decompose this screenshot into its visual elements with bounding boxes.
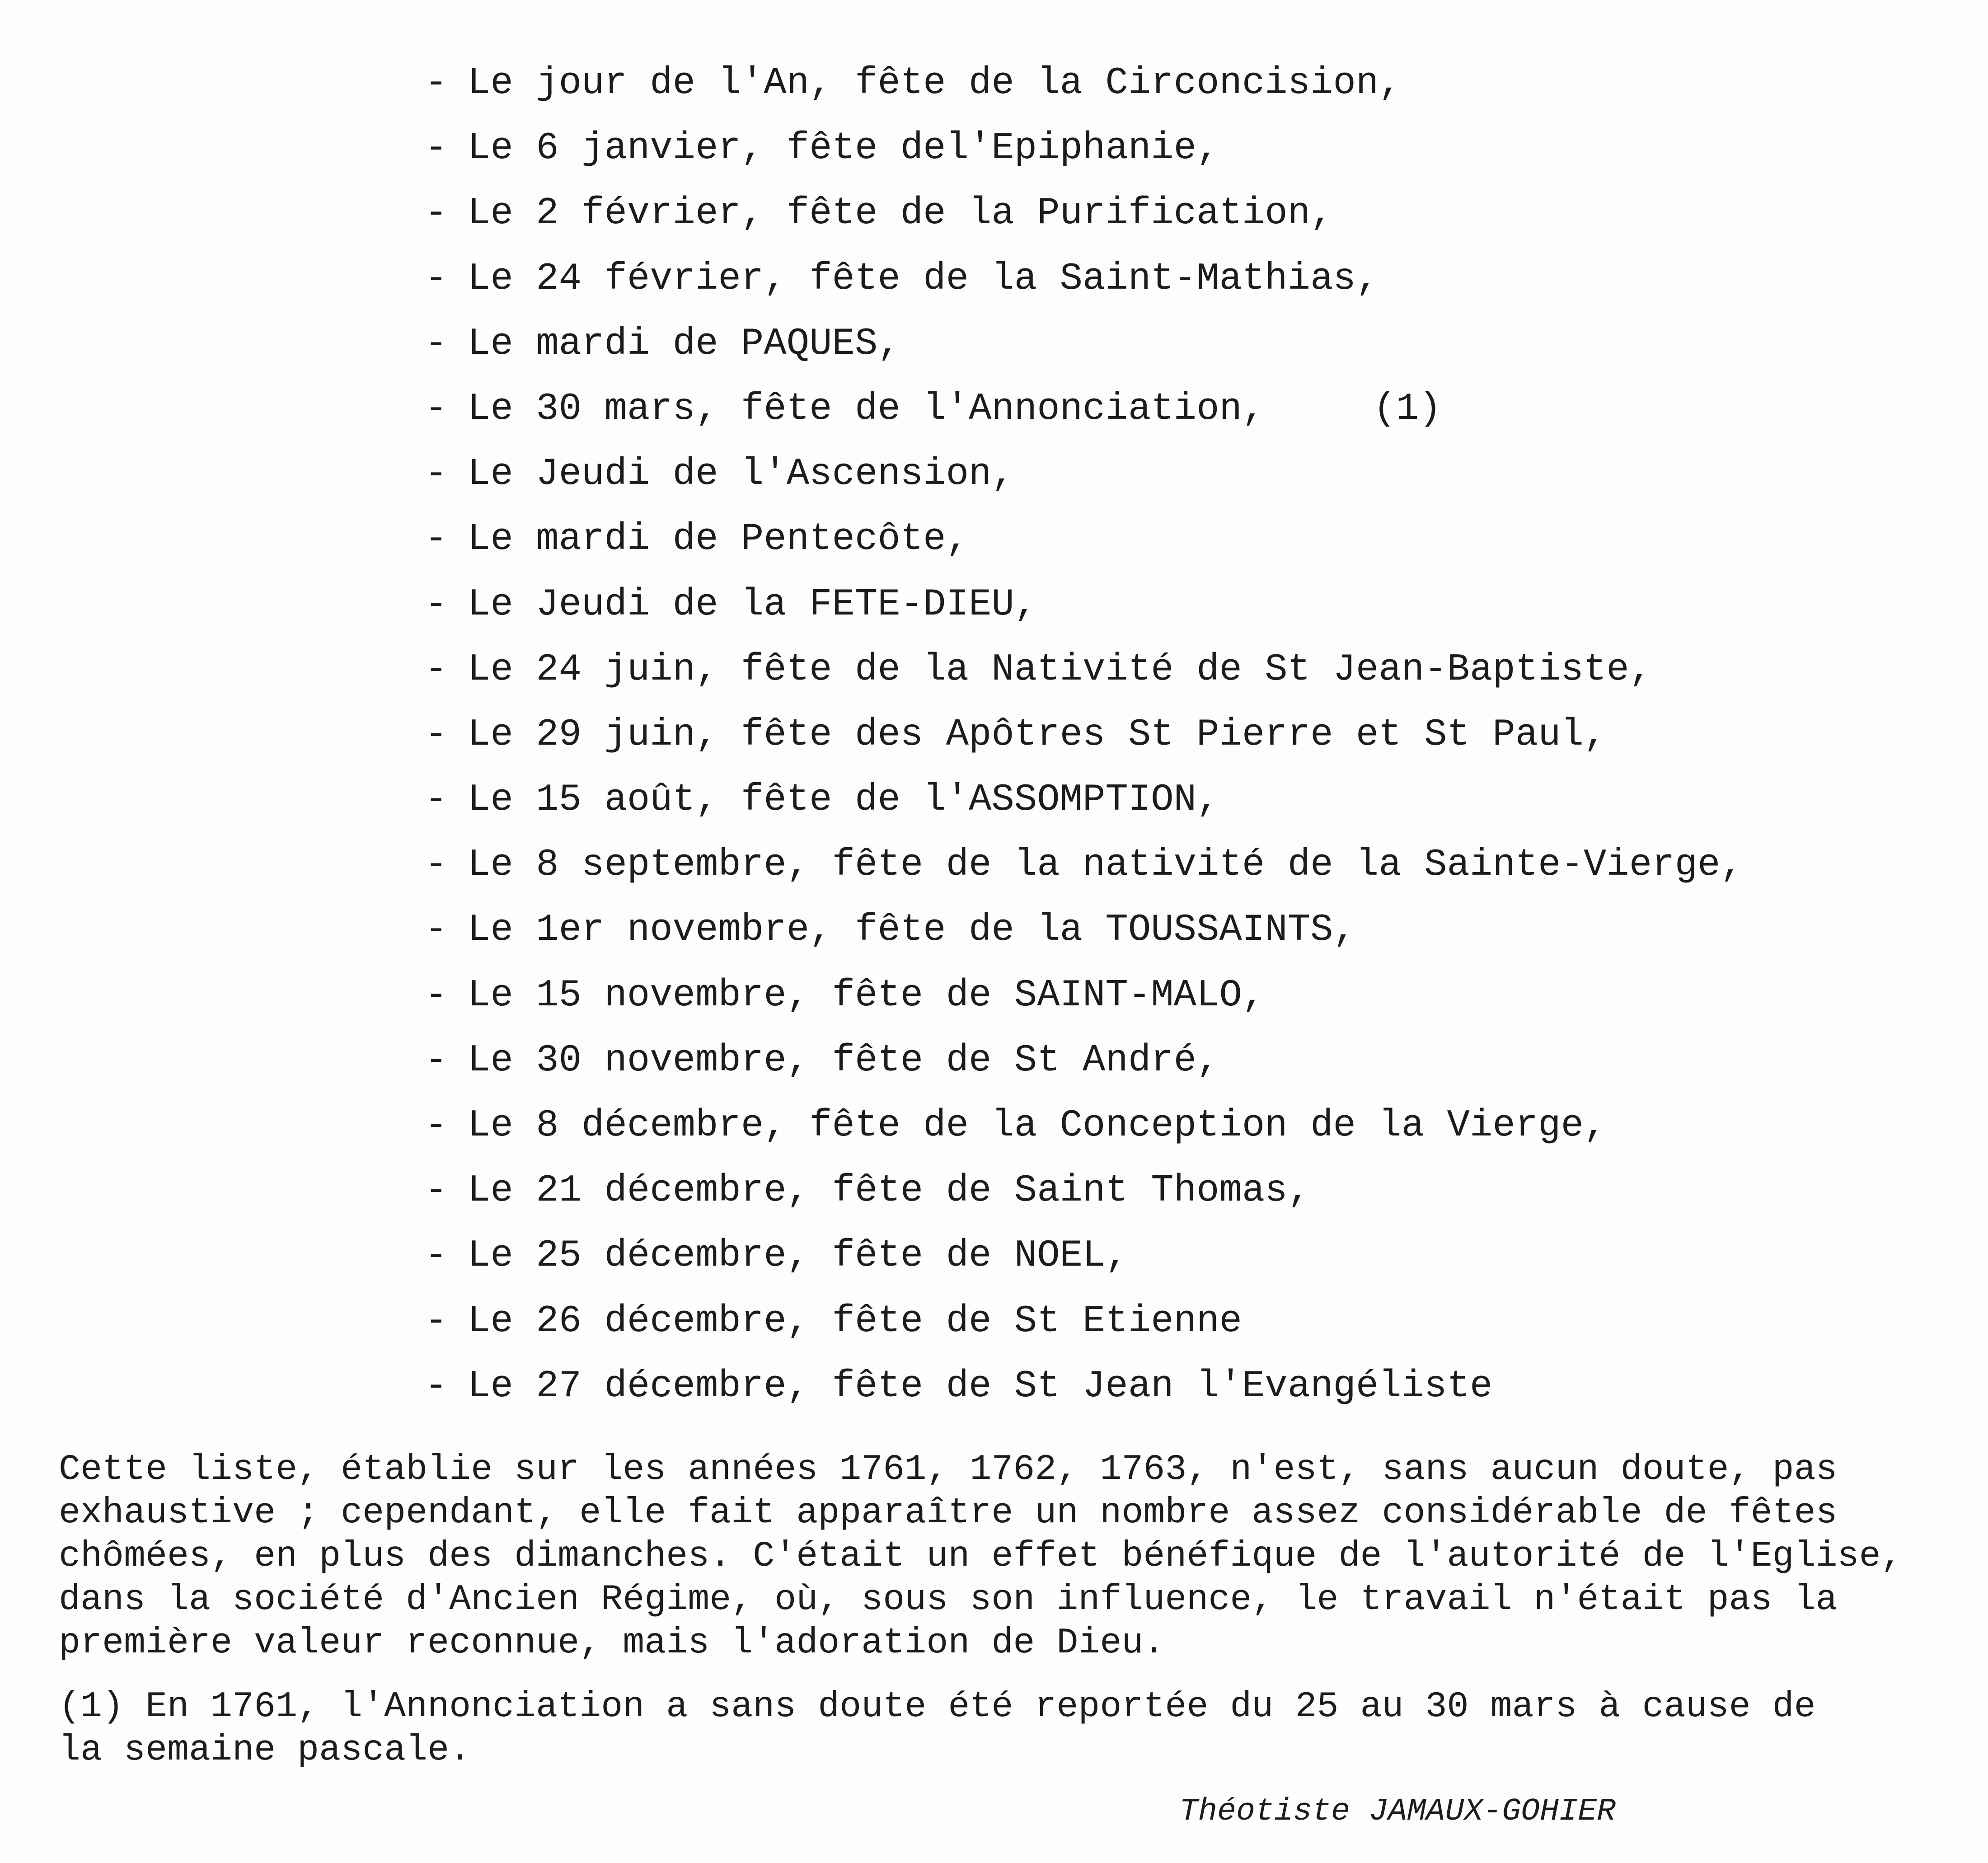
- feast-item-17: [425, 1101, 1743, 1166]
- feast-text: Le 29 juin, fête des Apôtres St Pierre et St Paul,: [468, 713, 1607, 756]
- author-signature: Théotiste JAMAUX-GOHIER: [1179, 1794, 1616, 1830]
- feast-item-13: [425, 840, 1743, 906]
- feast-text: Le 1er novembre, fête de la TOUSSAINTS,: [468, 909, 1356, 952]
- feast-item-16: [425, 1036, 1743, 1101]
- feast-item-9: [425, 580, 1743, 645]
- feast-text: Le 26 décembre, fête de St Etienne: [468, 1300, 1242, 1343]
- feast-item-10: [425, 645, 1743, 710]
- feast-text: Le 25 décembre, fête de NOEL,: [468, 1234, 1128, 1278]
- feast-list: [425, 59, 1743, 1427]
- list-dash: -: [425, 62, 448, 105]
- feast-text: Le 30 novembre, fête de St André,: [468, 1039, 1219, 1082]
- list-dash: -: [425, 257, 448, 300]
- feast-item-21: [425, 1362, 1743, 1427]
- feast-item-14: [425, 906, 1743, 971]
- feast-text: Le Jeudi de la FETE-DIEU,: [468, 583, 1037, 626]
- list-dash: -: [425, 322, 448, 366]
- feast-item-8: [425, 515, 1743, 580]
- feast-text: Le mardi de Pentecôte,: [468, 518, 969, 561]
- list-dash: -: [425, 1104, 448, 1147]
- feast-text: Le 24 juin, fête de la Nativité de St Jean-Baptiste,: [468, 648, 1652, 691]
- list-dash: -: [425, 1234, 448, 1278]
- feast-item-19: [425, 1231, 1743, 1296]
- list-dash: -: [425, 909, 448, 952]
- feast-text: Le 15 novembre, fête de SAINT-MALO,: [468, 974, 1265, 1017]
- feast-text: Le 2 février, fête de la Purification,: [468, 192, 1333, 235]
- feast-item-6: [425, 385, 1743, 450]
- feast-text: Le 6 janvier, fête del'Epiphanie,: [468, 127, 1219, 170]
- list-dash: -: [425, 127, 448, 170]
- feast-item-20: [425, 1297, 1743, 1362]
- feast-item-12: [425, 775, 1743, 840]
- list-dash: -: [425, 583, 448, 626]
- feast-text: Le mardi de PAQUES,: [468, 322, 900, 366]
- feast-text: Le 27 décembre, fête de St Jean l'Evangéliste: [468, 1365, 1493, 1408]
- feast-text: Le 21 décembre, fête de Saint Thomas,: [468, 1169, 1311, 1213]
- feast-item-7: [425, 450, 1743, 515]
- list-dash: -: [425, 844, 448, 887]
- feast-text: Le 8 septembre, fête de la nativité de la Sainte-Vierge,: [468, 844, 1743, 887]
- summary-paragraph: Cette liste, établie sur les années 1761, 1762, 1763, n'est, sans aucun doute, pas exhaustive ; cependant, elle fait apparaître un nombre assez considérable de fêtes chômées, en plus des dimanches. C'était un effet bénéfique de l'autorité de l'Eglise, dans la société d'Ancien Régime, où, sous son influence, le travail n'était pas la première valeur reconnue, mais l'adoration de Dieu.: [59, 1449, 1903, 1664]
- list-dash: -: [425, 779, 448, 822]
- feast-text: Le 24 février, fête de la Saint-Mathias,: [468, 257, 1379, 300]
- list-dash: -: [425, 387, 448, 431]
- list-dash: -: [425, 518, 448, 561]
- list-dash: -: [425, 453, 448, 496]
- feast-text: Le Jeudi de l'Ascension,: [468, 453, 1014, 496]
- list-dash: -: [425, 192, 448, 235]
- footnote: (1) En 1761, l'Annonciation a sans doute été reportée du 25 au 30 mars à cause de la semaine pascale.: [59, 1686, 1816, 1771]
- feast-item-5: [425, 319, 1743, 385]
- feast-item-15: [425, 971, 1743, 1036]
- list-dash: -: [425, 1039, 448, 1082]
- list-dash: -: [425, 713, 448, 756]
- feast-item-11: [425, 710, 1743, 775]
- feast-item-18: [425, 1166, 1743, 1231]
- list-dash: -: [425, 1169, 448, 1213]
- feast-item-4: [425, 254, 1743, 319]
- list-dash: -: [425, 974, 448, 1017]
- list-dash: -: [425, 1365, 448, 1408]
- list-dash: -: [425, 1300, 448, 1343]
- feast-item-3: [425, 189, 1743, 254]
- feast-text: Le 8 décembre, fête de la Conception de la Vierge,: [468, 1104, 1607, 1147]
- footnote-reference: (1): [1373, 387, 1442, 431]
- feast-text: Le 15 août, fête de l'ASSOMPTION,: [468, 779, 1219, 822]
- feast-text: Le 30 mars, fête de l'Annonciation,: [468, 387, 1265, 431]
- feast-item-1: [425, 59, 1743, 124]
- feast-item-2: [425, 124, 1743, 189]
- feast-text: Le jour de l'An, fête de la Circoncision,: [468, 62, 1402, 105]
- list-dash: -: [425, 648, 448, 691]
